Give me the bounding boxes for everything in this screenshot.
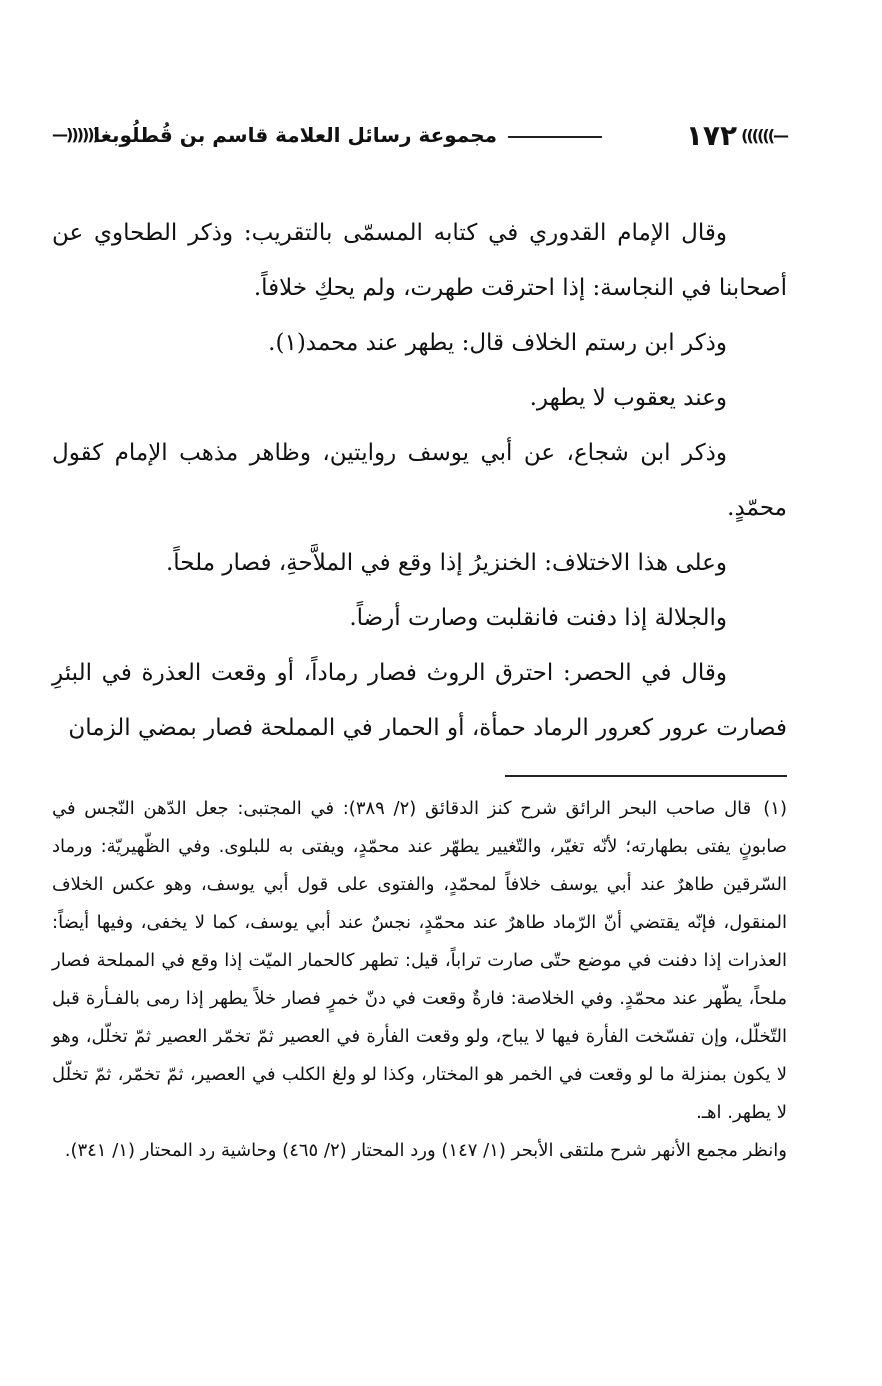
main-text <box>52 206 787 756</box>
header-rule <box>508 136 602 138</box>
running-title: مجموعة رسائل العلامة قاسم بن قُطلُوبغا <box>93 123 497 147</box>
footnote-text: قال صاحب البحر الرائق شرح كنز الدقائق (٢/ ٣٨٩): في المجتبى: جعل الدّهن النّجس في صابونٍ يفتى بطهارته؛ لأنّه تغيّر، والتّغيير يطهّر عند محمّدٍ، ويفتى به للبلوى. وفي الظّهيريّة: ورماد السّرقين طاهرٌ عند أبي يوسف خلافاً لمحمّدٍ، والفتوى على قول أبي يوسف، وهو عكس الخلاف المنقول، فإنّه يقتضي أنّ الرّماد طاهرٌ عند محمّدٍ، نجسٌ عند أبي يوسف، كما لا يخفى، وفيها أيضاً: العذرات إذا دفنت في موضع حتّى صارت تراباً، قيل: تطهر كالحمار الميّت إذا وقع في المملحة فصار ملحاً، يطّهر عند محمّدٍ. وفي الخلاصة: فارةٌ وقعت في دنّ خمرٍ فصار خلاً يطهر إذا رمى بالفـأرة قبل التّخلّل، وإن تفسّخت الفأرة فيها لا يباح، ولو وقعت الفأرة في العصير ثمّ تخمّر العصير ثمّ تخلّل، وهو لا يكون بمنزلة ما لو وقعت في الخمر هو المختار، وكذا لو ولغ الكلب في العصير، ثمّ تخمّر، ثمّ تخلّل لا يطهر. اهـ. <box>52 798 787 1123</box>
footnote-marker: (١) <box>763 798 787 819</box>
footnote-text: وانظر مجمع الأنهر شرح ملتقى الأبحر (١/ ١٤٧) ورد المحتار (٢/ ٤٦٥) وحاشية رد المحتار (١/ ٣٤١). <box>64 1140 787 1161</box>
paragraph: وذكر ابن رستم الخلاف قال: يطهر عند محمد(١). <box>268 330 727 356</box>
paragraph: وعند يعقوب لا يطهر. <box>529 385 727 411</box>
paragraph: وذكر ابن شجاع، عن أبي يوسف روايتين، وظاهر مذهب الإمام كقول محمّدٍ. <box>52 440 787 521</box>
footnote-1 <box>52 790 787 1132</box>
paragraph: وقال الإمام القدوري في كتابه المسمّى بالتقريب: وذكر الطحاوي عن أصحابنا في النجاسة: إذا احترقت طهرت، ولم يحكِ خلافاً. <box>52 220 787 301</box>
footnotes <box>52 790 787 1170</box>
footnote-separator <box>505 775 787 777</box>
page-number-block <box>686 116 787 154</box>
ornament-right: —)))))) <box>741 125 787 145</box>
page-number: ١٧٢ <box>685 118 738 152</box>
footnote-1-continued <box>52 1132 787 1170</box>
ornament-left: ((((((— <box>52 125 98 144</box>
paragraph: والجلالة إذا دفنت فانقلبت وصارت أرضاً. <box>349 605 727 631</box>
page-header <box>52 116 787 154</box>
paragraph: وقال في الحصر: احترق الروث فصار رماداً، أو وقعت العذرة في البئرِ فصارت عرور كعرور الرماد حمأة، أو الحمار في المملحة فصار بمضي الزمان <box>52 660 787 741</box>
paragraph: وعلى هذا الاختلاف: الخنزيرُ إذا وقع في الملاَّحةِ، فصار ملحاً. <box>165 550 727 576</box>
